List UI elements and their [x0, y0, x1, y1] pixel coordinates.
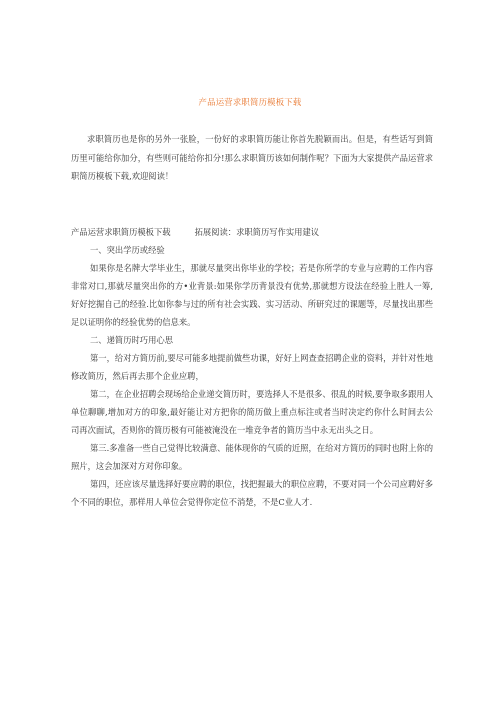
paragraph-second: 第二，在企业招聘会现场给企业递交简历时，要选择人不是很多、很乱的时候,要争取多跟用人单位聊聊,增加对方的印象,最好能让对方把你的简历做上重点标注或者当时决定约你什么时间去公司再次面试，否则你的简历极有可能被淹没在一堆竞争者的简历当中永无出头之日。 [71, 389, 433, 435]
subheading-submit-resume: 二、递简历时巧用心思 [90, 335, 173, 345]
related-reading-link: 拓展阅读：求职简历写作实用建议 [194, 227, 320, 237]
section-heading: 产品运营求职简历模板下载 [71, 227, 171, 237]
paragraph-third: 第三.多准备一些自己觉得比较满意、能体现你的气质的近照，在给对方简历的同时也附上你的照片，这会加深对方对你印象。 [71, 443, 433, 471]
intro-paragraph: 求职简历也是你的另外一张脸，一份好的求职简历能让你首先脱颖而出。但是，有些话写到简历里可能给你加分，有些则可能给你扣分!那么求职简历该如何制作呢？下面为大家提供产品运营求职简历模板下载,欢迎阅读！ [71, 134, 433, 181]
document-body [71, 241, 433, 511]
section-heading-line [71, 226, 441, 238]
paragraph-first: 第一，给对方简历前,要尽可能多地提前做些功课，好好上网查查招聘企业的资料，并针对性地修改简历，然后再去那个企业应聘， [71, 353, 433, 381]
document-title: 产品运营求职简历模板下载 [198, 97, 302, 107]
subheading-education: 一、突出学历或经验 [90, 245, 165, 255]
paragraph-education: 如果你是名牌大学毕业生，那就尽量突出你毕业的学校；若是你所学的专业与应聘的工作内容非常对口,那就尽量突出你的方•业背景:如果你学历背景没有优势,那就想方设法在经验上胜人一筹,好好挖掘自己的经验.比如你参与过的所有社会实践、实习活动、所研究过的课题等，尽量找出那些足以证明你的经验优势的信息来。 [71, 263, 433, 327]
paragraph-fourth: 第四，还应该尽量选择好要应聘的职位，找把握最大的职位应聘，不要对同一个公司应聘好多个不同的职位，那样用人单位会觉得你定位不消楚，不是C业人才. [71, 479, 433, 507]
